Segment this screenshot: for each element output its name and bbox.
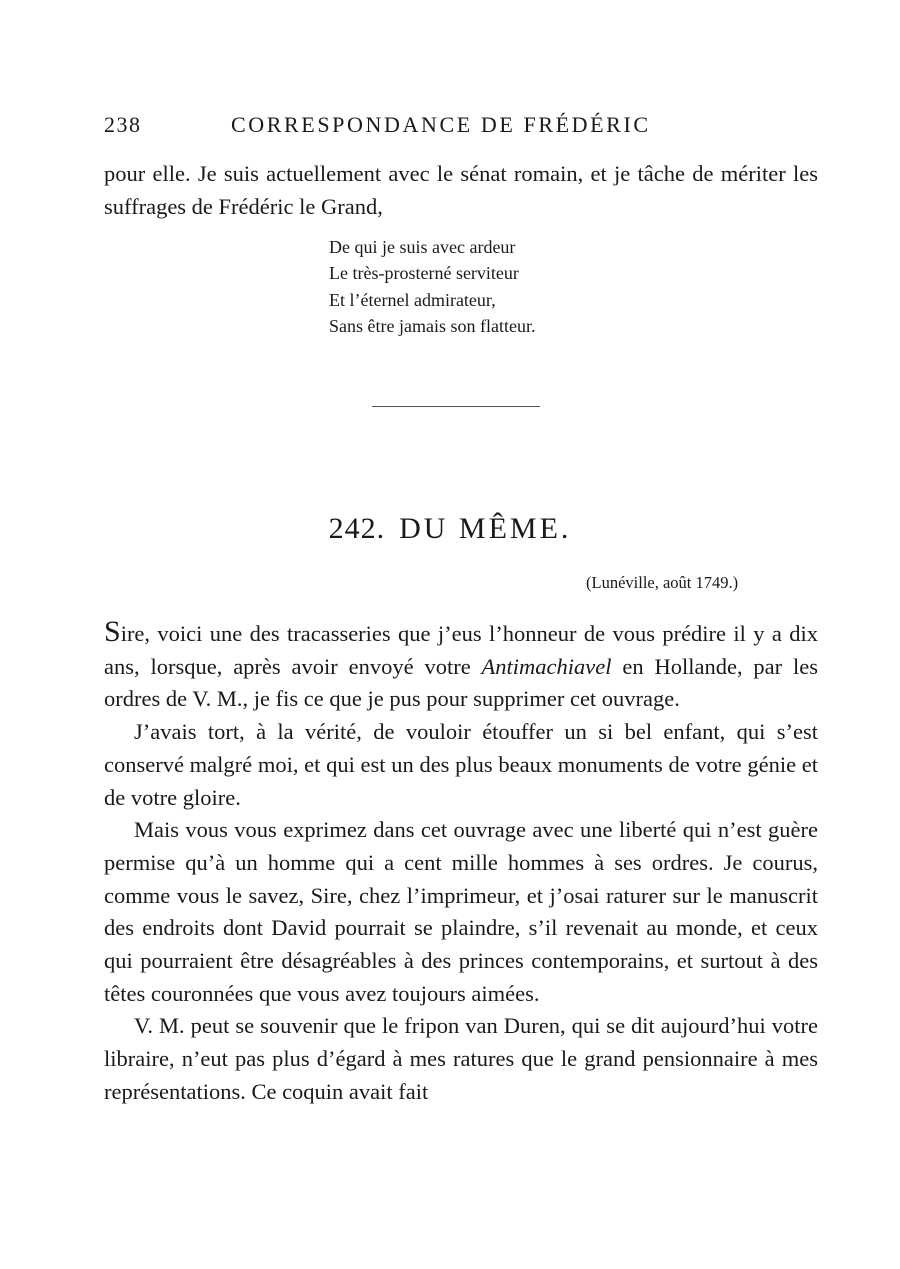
verse-block <box>329 234 535 339</box>
verse-line: Sans être jamais son flatteur. <box>329 315 536 336</box>
continuation-text: pour elle. Je suis actuellement avec le sénat romain, et je tâche de mériter les suffrages de Frédéric le Grand, <box>104 161 818 219</box>
continuation-paragraph <box>104 158 818 223</box>
letter-body <box>104 617 818 1109</box>
letter-title: DU MÊME. <box>399 512 572 545</box>
page-number: 238 <box>104 112 142 137</box>
running-head <box>104 112 818 144</box>
book-title-italic: Antimachiavel <box>481 653 612 679</box>
letter-number: 242. <box>328 512 386 545</box>
paragraph: Mais vous vous exprimez dans cet ouvrage avec une liberté qui n’est guère permise qu’à un homme qui a cent mille hommes à ses ordres. Je courus, comme vous le savez, Sire, chez l’imprimeur, et j’osai raturer sur le manuscrit des endroits dont David pourrait se plaindre, s’il revenait au monde, et ceux qui pourraient être désagréables à des princes contemporains, et surtout à des têtes couronnées que vous avez toujours aimées. <box>104 817 818 1006</box>
paragraph: V. M. peut se souvenir que le fripon van Duren, qui se dit aujourd’hui votre libraire, n’eut pas plus d’égard à mes ratures que le grand pensionnaire à mes représentations. Ce coquin avait fait <box>104 1013 818 1104</box>
section-divider <box>372 406 540 407</box>
verse-line: De qui je suis avec ardeur <box>329 237 516 257</box>
paragraph: J’avais tort, à la vérité, de vouloir étouffer un si bel enfant, qui s’est conservé malgré moi, et qui est un des plus beaux monuments de votre génie et de votre gloire. <box>104 719 818 810</box>
verse-line: Le très-prosterné serviteur <box>329 263 519 284</box>
paragraph <box>104 617 818 716</box>
initial-letter: S <box>104 615 121 648</box>
letter-dateline: (Lunéville, août 1749.) <box>586 573 739 592</box>
verse-line: Et l’éternel admirateur, <box>329 289 496 310</box>
running-title: CORRESPONDANCE DE FRÉDÉRIC <box>231 112 651 137</box>
letter-heading <box>0 512 900 546</box>
paragraph-text: en Hollande, par les ordres de V. M., je fis ce que je pus pour supprimer cet ouvrage. <box>104 653 819 712</box>
paragraph-text: ire, voici une des tracasseries que j’eus l’honneur de vous prédire il y a dix ans, lorsque, après avoir envoyé votre <box>104 621 818 679</box>
